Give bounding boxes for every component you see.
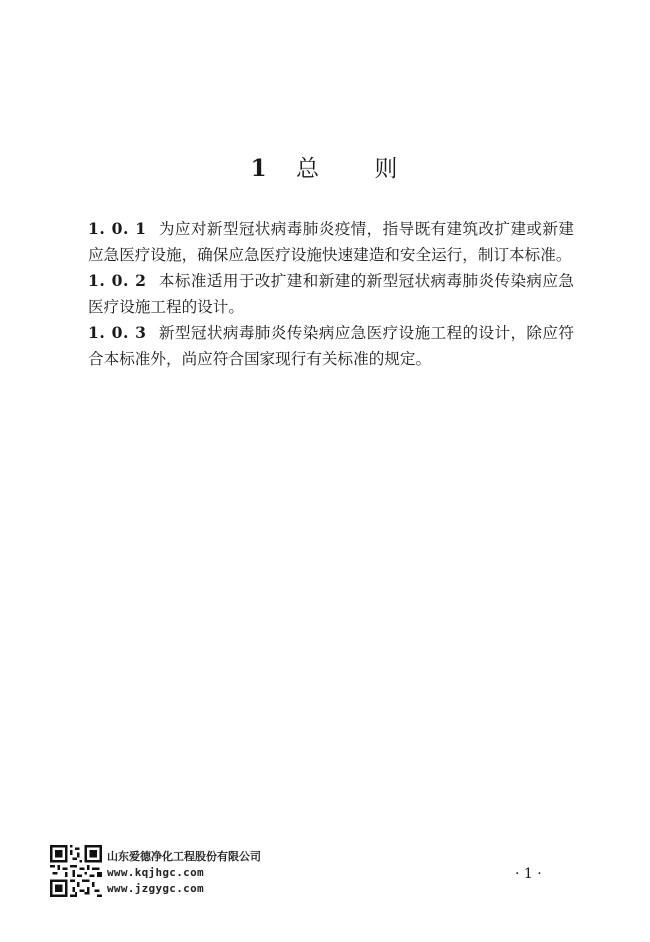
clause-1-0-2 — [88, 268, 574, 320]
chapter-title-char-2: 则 — [374, 156, 400, 182]
clause-1-0-1 — [88, 216, 574, 268]
chapter-number: 1 — [250, 155, 269, 182]
chapter-content — [88, 216, 574, 372]
footer-company: 山东爱德净化工程股份有限公司 — [107, 850, 261, 863]
chapter-title — [0, 150, 650, 183]
footer-url-2[interactable]: www.jzgygc.com — [107, 882, 204, 895]
clause-text: 本标准适用于改扩建和新建的新型冠状病毒肺炎传染病应急医疗设施工程的设计。 — [88, 272, 574, 316]
clause-text: 为应对新型冠状病毒肺炎疫情，指导既有建筑改扩建或新建应急医疗设施，确保应急医疗设施快速建造和安全运行，制订本标准。 — [88, 220, 574, 264]
clause-number: 1. 0. 3 — [88, 323, 147, 342]
qr-code-icon — [50, 845, 102, 897]
clause-1-0-3 — [88, 320, 574, 372]
page-number: · 1 · — [515, 866, 542, 882]
clause-number: 1. 0. 1 — [88, 219, 147, 238]
footer-text — [107, 849, 261, 897]
footer-url-1[interactable]: www.kqjhgc.com — [107, 866, 204, 879]
clause-text: 新型冠状病毒肺炎传染病应急医疗设施工程的设计，除应符合本标准外，尚应符合国家现行有关标准的规定。 — [88, 324, 574, 368]
clause-number: 1. 0. 2 — [88, 271, 147, 290]
chapter-title-char-1: 总 — [296, 156, 321, 182]
